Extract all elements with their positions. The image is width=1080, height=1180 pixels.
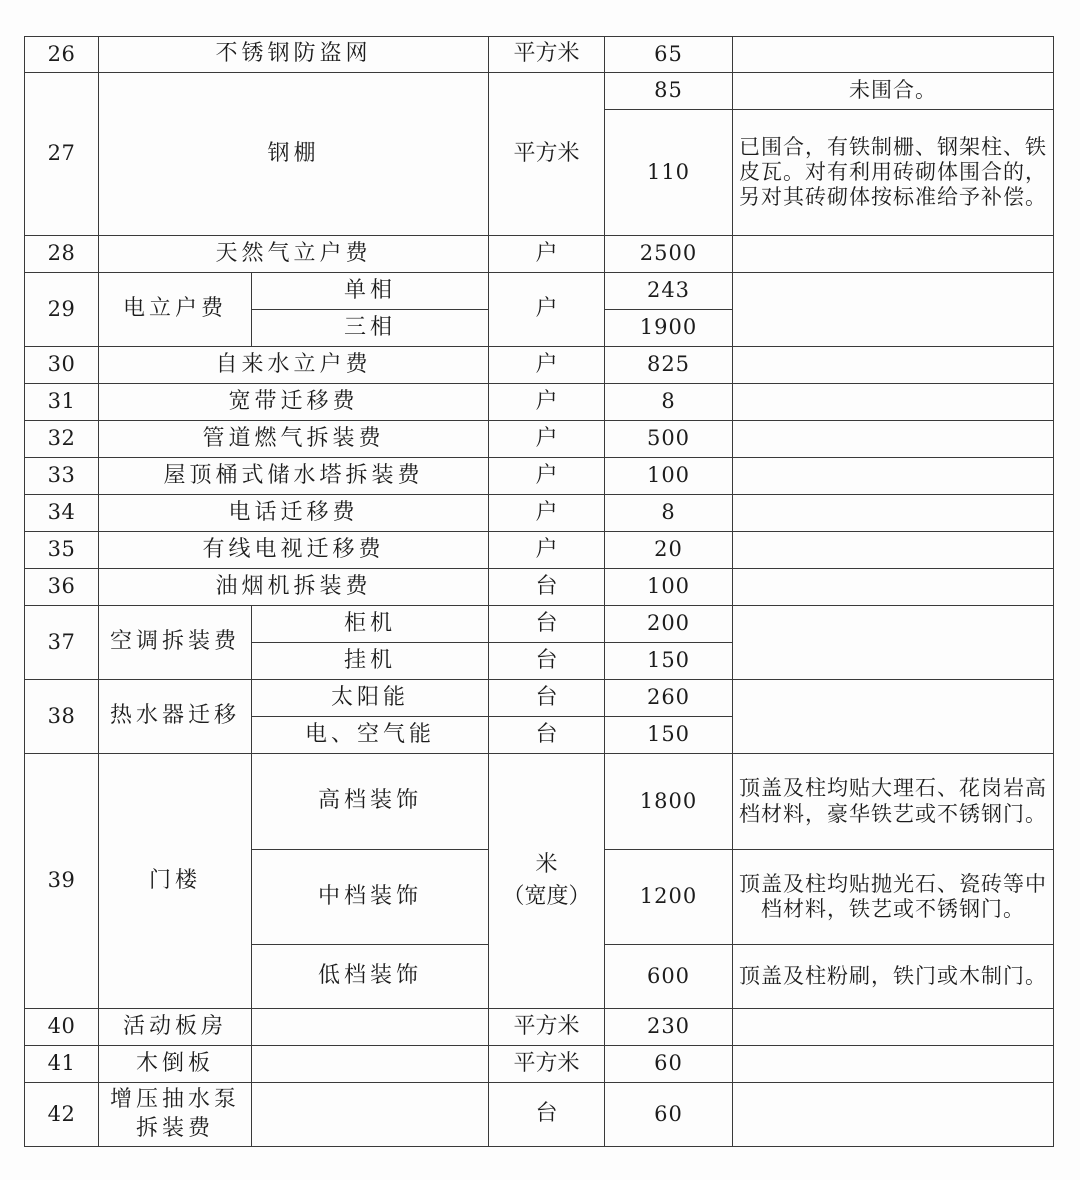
unit: 户 <box>489 421 605 458</box>
unit: 台 <box>489 1083 605 1147</box>
row-number: 39 <box>25 754 99 1009</box>
price: 20 <box>605 532 733 569</box>
table-row <box>25 1046 1054 1083</box>
table-row <box>25 273 1054 310</box>
price: 65 <box>605 37 733 73</box>
table-row <box>25 754 1054 850</box>
item-line: 拆装费 <box>135 1115 214 1141</box>
sub-item: 中档装饰 <box>252 850 489 945</box>
unit: 户 <box>489 495 605 532</box>
price: 2500 <box>605 236 733 273</box>
table-row <box>25 569 1054 606</box>
price: 500 <box>605 421 733 458</box>
price: 85 <box>605 73 733 110</box>
row-number: 38 <box>25 680 99 754</box>
item-name: 空调拆装费 <box>99 606 252 680</box>
price: 8 <box>605 495 733 532</box>
sub-item: 太阳能 <box>252 680 489 717</box>
row-number: 26 <box>25 37 99 73</box>
item-name: 宽带迁移费 <box>99 384 489 421</box>
remark <box>733 1083 1054 1147</box>
table-row <box>25 680 1054 717</box>
price: 60 <box>605 1046 733 1083</box>
sub-item: 挂机 <box>252 643 489 680</box>
price: 100 <box>605 458 733 495</box>
row-number: 34 <box>25 495 99 532</box>
sub-item: 电、空气能 <box>252 717 489 754</box>
table-row <box>25 384 1054 421</box>
unit <box>489 754 605 1009</box>
table-row <box>25 606 1054 643</box>
item-name: 自来水立户费 <box>99 347 489 384</box>
price: 100 <box>605 569 733 606</box>
row-number: 32 <box>25 421 99 458</box>
price: 260 <box>605 680 733 717</box>
price: 200 <box>605 606 733 643</box>
item-name: 钢棚 <box>99 73 489 236</box>
unit: 平方米 <box>489 37 605 73</box>
sub-item <box>252 1083 489 1147</box>
price: 1800 <box>605 754 733 850</box>
item-line: 增压抽水泵 <box>109 1086 240 1112</box>
item-name: 有线电视迁移费 <box>99 532 489 569</box>
price: 110 <box>605 110 733 236</box>
remark: 已围合，有铁制栅、钢架柱、铁皮瓦。对有利用砖砌体围合的，另对其砖砌体按标准给予补偿。 <box>733 110 1054 236</box>
row-number: 40 <box>25 1009 99 1046</box>
item-name <box>99 1083 252 1147</box>
sub-item <box>252 1046 489 1083</box>
remark <box>733 1009 1054 1046</box>
item-name: 油烟机拆装费 <box>99 569 489 606</box>
sub-item: 高档装饰 <box>252 754 489 850</box>
unit: 台 <box>489 643 605 680</box>
remark <box>733 421 1054 458</box>
unit: 户 <box>489 236 605 273</box>
price: 150 <box>605 643 733 680</box>
remark: 顶盖及柱均贴大理石、花岗岩高档材料，豪华铁艺或不锈钢门。 <box>733 754 1054 850</box>
item-name: 天然气立户费 <box>99 236 489 273</box>
table-row <box>25 1083 1054 1147</box>
price: 243 <box>605 273 733 310</box>
sub-item: 三相 <box>252 310 489 347</box>
remark <box>733 495 1054 532</box>
sub-item: 单相 <box>252 273 489 310</box>
table-row <box>25 495 1054 532</box>
remark <box>733 606 1054 680</box>
price: 825 <box>605 347 733 384</box>
table-row <box>25 421 1054 458</box>
row-number: 33 <box>25 458 99 495</box>
unit: 户 <box>489 273 605 347</box>
unit: 户 <box>489 347 605 384</box>
table-row <box>25 37 1054 73</box>
row-number: 35 <box>25 532 99 569</box>
remark <box>733 458 1054 495</box>
row-number: 27 <box>25 73 99 236</box>
remark <box>733 236 1054 273</box>
item-name: 管道燃气拆装费 <box>99 421 489 458</box>
remark: 顶盖及柱粉刷，铁门或木制门。 <box>733 945 1054 1009</box>
unit-line: （宽度） <box>502 884 591 909</box>
row-number: 28 <box>25 236 99 273</box>
unit: 台 <box>489 606 605 643</box>
item-name: 活动板房 <box>99 1009 252 1046</box>
row-number: 37 <box>25 606 99 680</box>
unit: 户 <box>489 458 605 495</box>
price: 150 <box>605 717 733 754</box>
unit: 台 <box>489 680 605 717</box>
unit: 平方米 <box>489 73 605 236</box>
table-row <box>25 73 1054 110</box>
unit: 平方米 <box>489 1046 605 1083</box>
unit: 户 <box>489 532 605 569</box>
unit: 户 <box>489 384 605 421</box>
price: 8 <box>605 384 733 421</box>
unit: 台 <box>489 717 605 754</box>
remark <box>733 347 1054 384</box>
remark: 顶盖及柱均贴抛光石、瓷砖等中档材料，铁艺或不锈钢门。 <box>733 850 1054 945</box>
price: 230 <box>605 1009 733 1046</box>
price: 600 <box>605 945 733 1009</box>
remark: 未围合。 <box>733 73 1054 110</box>
row-number: 36 <box>25 569 99 606</box>
sub-item: 柜机 <box>252 606 489 643</box>
item-name: 门楼 <box>99 754 252 1009</box>
item-name: 电立户费 <box>99 273 252 347</box>
sub-item: 低档装饰 <box>252 945 489 1009</box>
row-number: 29 <box>25 273 99 347</box>
item-name: 电话迁移费 <box>99 495 489 532</box>
row-number: 41 <box>25 1046 99 1083</box>
price: 60 <box>605 1083 733 1147</box>
unit: 平方米 <box>489 1009 605 1046</box>
table-row <box>25 347 1054 384</box>
remark <box>733 384 1054 421</box>
row-number: 42 <box>25 1083 99 1147</box>
sub-item <box>252 1009 489 1046</box>
item-name: 木倒板 <box>99 1046 252 1083</box>
remark <box>733 1046 1054 1083</box>
item-name: 不锈钢防盗网 <box>99 37 489 73</box>
remark <box>733 532 1054 569</box>
item-name: 屋顶桶式储水塔拆装费 <box>99 458 489 495</box>
price: 1900 <box>605 310 733 347</box>
price: 1200 <box>605 850 733 945</box>
remark <box>733 273 1054 347</box>
table-row <box>25 458 1054 495</box>
row-number: 31 <box>25 384 99 421</box>
row-number: 30 <box>25 347 99 384</box>
table-row <box>25 1009 1054 1046</box>
item-name: 热水器迁移 <box>99 680 252 754</box>
table-row <box>25 236 1054 273</box>
compensation-table <box>24 36 1054 1147</box>
remark <box>733 37 1054 73</box>
table-row <box>25 532 1054 569</box>
unit: 台 <box>489 569 605 606</box>
unit-line: 米 <box>535 852 558 878</box>
remark <box>733 680 1054 754</box>
remark <box>733 569 1054 606</box>
